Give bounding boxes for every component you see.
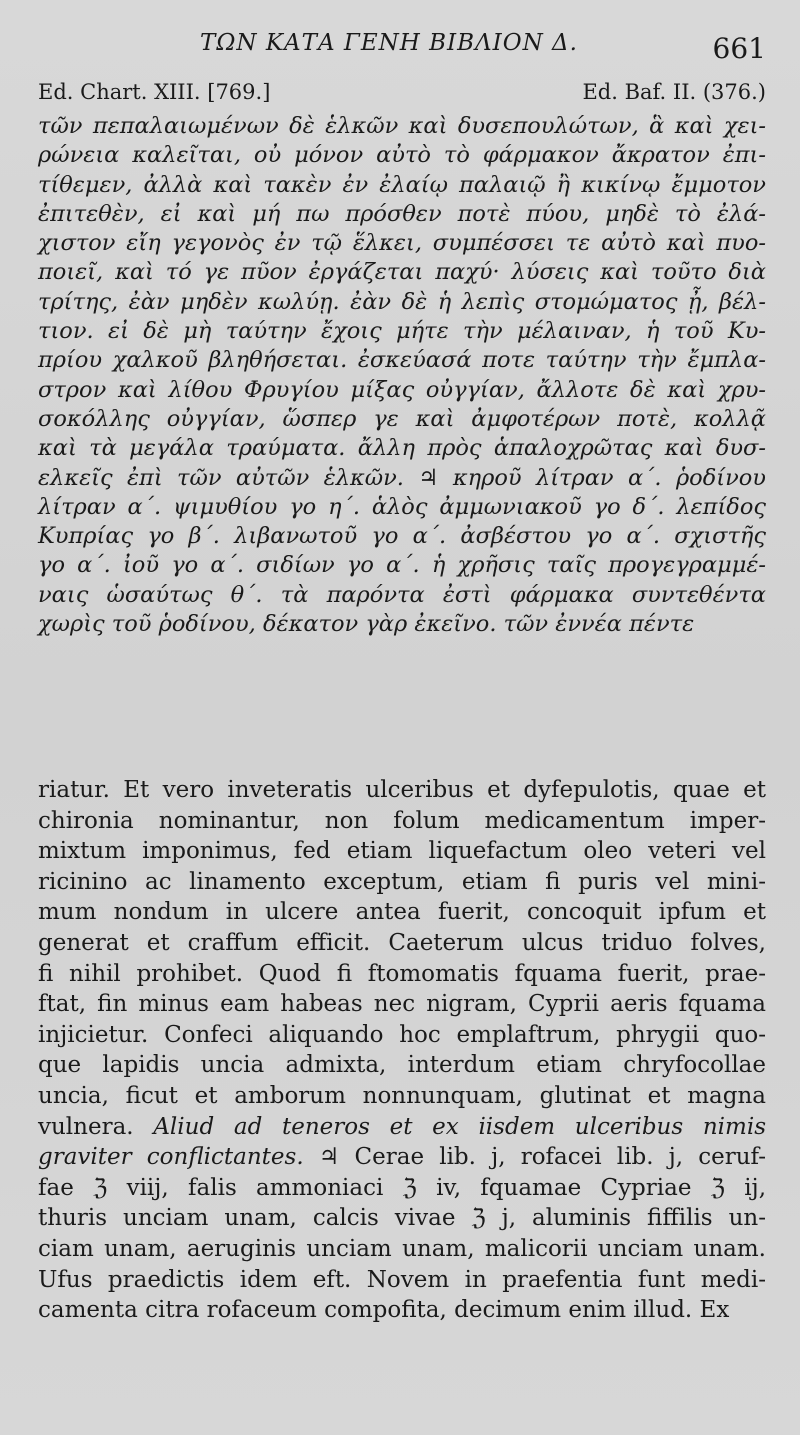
running-head (0, 28, 800, 65)
latin-italic-heading: Aliud ad teneros et ex iisdem ulceribus nimis (153, 1113, 766, 1140)
latin-text-line: ciam unam, aeruginis unciam unam, malicorii unciam unam. (38, 1235, 766, 1262)
greek-text-line: χωρὶς τοῦ ῥοδίνου, δέκατον γὰρ ἐκεῖνο. τῶν ἐννέα πέντε (38, 611, 695, 638)
greek-text-line: σοκόλλης οὐγγίαν, ὥσπερ γε καὶ ἀμφοτέρων ποτὲ, κολλᾷ (38, 405, 766, 432)
latin-text-line: ftat, fin minus eam habeas nec nigram, Cyprii aeris fquama (38, 991, 766, 1018)
latin-text-line: uncia, ficut et amborum nonnunquam, glutinat et magna (38, 1082, 766, 1109)
greek-text-line: τιον. εἰ δὲ μὴ ταύτην ἔχοις μήτε τὴν μέλαιναν, ἡ τοῦ Κυ- (38, 318, 766, 345)
greek-text-line: Κυπρίας γο β΄. λιβανωτοῦ γο α΄. ἀσβέστου γο α΄. σχιστῆς (38, 523, 766, 550)
greek-text-line: στρον καὶ λίθου Φρυγίου μίξας οὐγγίαν, ἄλλοτε δὲ καὶ χρυ- (38, 376, 766, 403)
latin-text-line: fae ℨ viij, falis ammoniaci ℨ iv, fquamae Cypriae ℨ ij, (38, 1174, 766, 1201)
greek-text-line: ναις ὡσαύτως θ΄. τὰ παρόντα ἐστὶ φάρμακα συντεθέντα (38, 581, 766, 608)
latin-text-line (38, 1112, 766, 1143)
latin-text-line: fi nihil prohibet. Quod fi ftomomatis fquama fuerit, prae- (38, 960, 766, 987)
latin-text-line: Ufus praedictis idem eft. Novem in praefentia funt medi- (38, 1266, 766, 1293)
greek-text-line: ποιεῖ, καὶ τό γε πῦον ἐργάζεται παχύ· λύσεις καὶ τοῦτο διὰ (38, 259, 766, 286)
latin-text-line: camenta citra rofaceum compofita, decimum enim illud. Ex (38, 1297, 730, 1324)
latin-text-block (38, 775, 766, 1326)
greek-text-line: λίτραν α΄. ψιμυθίου γο η΄. ἁλὸς ἀμμωνιακοῦ γο δ΄. λεπίδος (38, 493, 766, 520)
greek-text-line: τρίτης, ἐὰν μηδὲν κωλύῃ. ἐὰν δὲ ἡ λεπὶς στομώματος ᾖ, βέλ- (38, 288, 766, 315)
edition-basel: Ed. Baf. II. (376.) (582, 80, 766, 104)
page-number: 661 (712, 32, 766, 65)
latin-text-line (38, 1142, 766, 1173)
latin-text-line: mixtum imponimus, fed etiam liquefactum oleo veteri vel (38, 838, 766, 865)
latin-text-line: que lapidis uncia admixta, interdum etiam chryfocollae (38, 1052, 766, 1079)
greek-text-line: χιστον εἴη γεγονὸς ἐν τῷ ἕλκει, συμπέσσει τε αὐτὸ καὶ πυο- (38, 230, 766, 257)
greek-text-line: ελκεῖς ἐπὶ τῶν αὐτῶν ἑλκῶν. ♃ κηροῦ λίτραν α΄. ῥοδίνου (38, 464, 766, 491)
latin-text-line: chironia nominantur, non folum medicamentum imper- (38, 807, 766, 834)
latin-text-line: thuris unciam unam, calcis vivae ℨ j, aluminis fiffilis un- (38, 1205, 766, 1232)
latin-text-line: generat et craffum efficit. Caeterum ulcus triduo folves, (38, 929, 766, 956)
edition-chartier: Ed. Chart. XIII. [769.] (38, 80, 271, 104)
latin-text-line: injicietur. Confeci aliquando hoc emplaftrum, phrygii quo- (38, 1021, 766, 1048)
greek-text-line: τίθεμεν, ἀλλὰ καὶ τακὲν ἐν ἐλαίῳ παλαιῷ ἢ κικίνῳ ἔμμοτον (38, 171, 766, 198)
latin-run: ♃ Cerae lib. j, rofacei lib. j, ceruf- (303, 1144, 766, 1171)
running-title: ΤΩΝ ΚΑΤΑ ΓΕΝΗ ΒΙΒΛΙΟΝ Δ. (200, 30, 578, 56)
greek-text-line: καὶ τὰ μεγάλα τραύματα. ἄλλη πρὸς ἁπαλοχρῶτας καὶ δυσ- (38, 435, 766, 462)
greek-text-line: ρώνεια καλεῖται, οὐ μόνον αὐτὸ τὸ φάρμακον ἄκρατον ἐπι- (38, 142, 766, 169)
latin-italic-heading: graviter conflictantes. (38, 1144, 304, 1171)
latin-text-line: mum nondum in ulcere antea fuerit, concoquit ipfum et (38, 899, 766, 926)
greek-text-line: γο α΄. ἰοῦ γο α΄. σιδίων γο α΄. ἡ χρῆσις ταῖς προγεγραμμέ- (38, 552, 766, 579)
latin-run: vulnera. (38, 1113, 154, 1140)
greek-text-line: ἐπιτεθὲν, εἰ καὶ μή πω πρόσθεν ποτὲ πύου, μηδὲ τὸ ἐλά- (38, 200, 766, 227)
greek-text-block (38, 112, 766, 639)
latin-text-line: ricinino ac linamento exceptum, etiam fi puris vel mini- (38, 868, 766, 895)
latin-text-line: riatur. Et vero inveteratis ulceribus et dyfepulotis, quae et (38, 777, 766, 803)
greek-text-line: τῶν πεπαλαιωμένων δὲ ἑλκῶν καὶ δυσεπουλώτων, ἃ καὶ χει- (38, 113, 766, 139)
greek-text-line: πρίου χαλκοῦ βληθήσεται. ἐσκεύασά ποτε ταύτην τὴν ἔμπλα- (38, 347, 766, 374)
